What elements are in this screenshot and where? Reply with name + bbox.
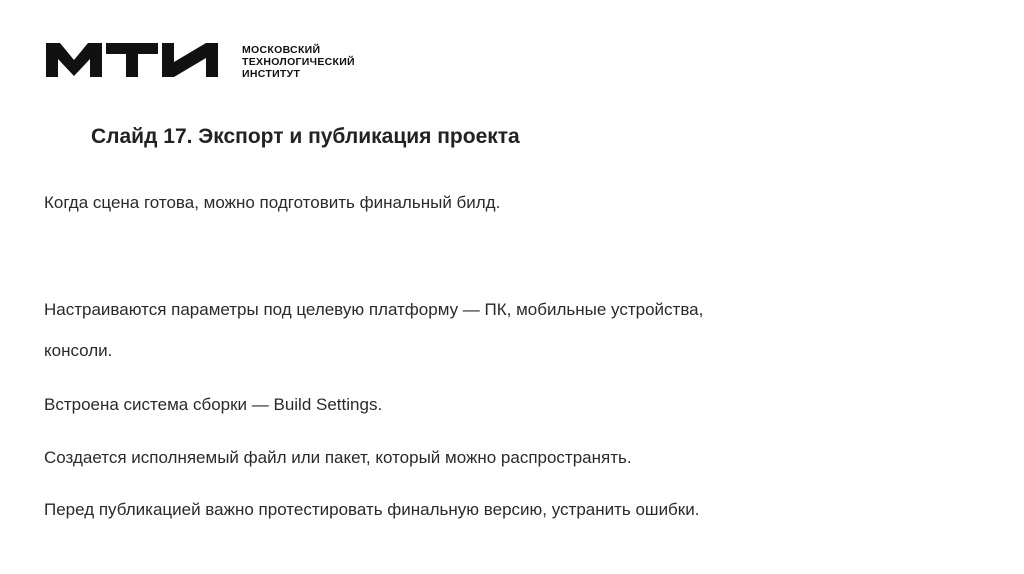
institute-name-line: МОСКОВСКИЙ	[242, 44, 321, 56]
paragraph: Перед публикацией важно протестировать финальную версию, устранить ошибки.	[44, 500, 700, 519]
institute-name-line: ИНСТИТУТ	[242, 68, 301, 80]
slide-title: Слайд 17. Экспорт и публикация проекта	[91, 125, 520, 148]
paragraph: Создается исполняемый файл или пакет, который можно распространять.	[44, 448, 632, 467]
paragraph: Встроена система сборки — Build Settings.	[44, 395, 383, 414]
paragraph: Настраиваются параметры под целевую платформу — ПК, мобильные устройства,	[44, 300, 704, 319]
institute-name-line: ТЕХНОЛОГИЧЕСКИЙ	[242, 56, 355, 68]
mti-logo-mark	[46, 42, 236, 78]
paragraph: Когда сцена готова, можно подготовить финальный билд.	[44, 193, 501, 212]
paragraph: консоли.	[44, 341, 113, 360]
institute-name	[242, 44, 355, 80]
institute-logo	[46, 42, 406, 82]
